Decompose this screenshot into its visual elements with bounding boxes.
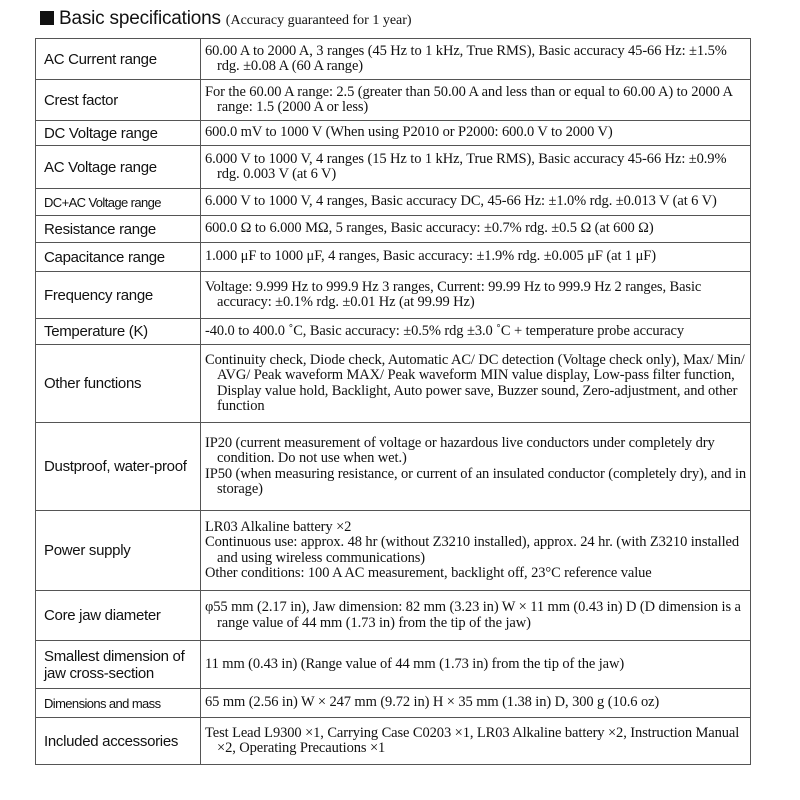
spec-value [201, 189, 751, 216]
spec-value [201, 345, 751, 423]
spec-label: Smallest dimension of jaw cross-section [36, 641, 201, 689]
heading-title: Basic specifications [59, 8, 221, 29]
spec-label: Crest factor [36, 80, 201, 121]
spec-value-line: 600.0 Ω to 6.000 MΩ, 5 ranges, Basic accuracy: ±0.7% rdg. ±0.5 Ω (at 600 Ω) [205, 220, 654, 237]
spec-row-resistance [36, 216, 751, 243]
spec-value [201, 121, 751, 146]
spec-row-crest-factor [36, 80, 751, 121]
spec-value-line: Continuity check, Diode check, Automatic AC/ DC detection (Voltage check only), Max/ Min/ AVG/ Peak waveform MAX/ Peak waveform MIN value display, Low-pass filter function, Display value hold, Backlight, Auto power save, Buzzer sound, Zero-adjustment, and other function [205, 352, 745, 414]
spec-value-line: φ55 mm (2.17 in), Jaw dimension: 82 mm (3.23 in) W × 11 mm (0.43 in) D (D dimension is a range value of 44 mm (1.73 in) from the tip of the jaw) [205, 599, 741, 631]
spec-value-line: 60.00 A to 2000 A, 3 ranges (45 Hz to 1 kHz, True RMS), Basic accuracy 45-66 Hz: ±1.5% rdg. ±0.08 A (60 A range) [205, 42, 727, 74]
spec-value [201, 272, 751, 319]
spec-row-dc-ac-voltage [36, 189, 751, 216]
spec-value [201, 216, 751, 243]
spec-value-line: 600.0 mV to 1000 V (When using P2010 or P2000: 600.0 V to 2000 V) [205, 124, 613, 141]
spec-label: Power supply [36, 511, 201, 591]
spec-label: Resistance range [36, 216, 201, 243]
spec-row-dustproof [36, 423, 751, 511]
spec-value-line: IP20 (current measurement of voltage or hazardous live conductors under completely dry condition. Do not use when wet.) [205, 435, 715, 467]
spec-value-line: Voltage: 9.999 Hz to 999.9 Hz 3 ranges, Current: 99.99 Hz to 999.9 Hz 2 ranges, Basic accuracy: ±0.1% rdg. ±0.01 Hz (at 99.99 Hz) [205, 278, 702, 310]
spec-label: Capacitance range [36, 243, 201, 272]
spec-value-line: 1.000 μF to 1000 μF, 4 ranges, Basic accuracy: ±1.9% rdg. ±0.005 μF (at 1 μF) [205, 248, 656, 265]
spec-row-accessories [36, 718, 751, 765]
spec-value-line: 11 mm (0.43 in) (Range value of 44 mm (1.73 in) from the tip of the jaw) [205, 655, 625, 672]
spec-value-line: -40.0 to 400.0 ˚C, Basic accuracy: ±0.5% rdg ±3.0 ˚C + temperature probe accuracy [205, 322, 685, 339]
spec-label: Dustproof, water-proof [36, 423, 201, 511]
spec-value-line: Other conditions: 100 A AC measurement, backlight off, 23°C reference value [205, 564, 652, 581]
spec-value-line: Continuous use: approx. 48 hr (without Z3210 installed), approx. 24 hr. (with Z3210 installed and using wireless communications) [205, 534, 739, 566]
spec-label: Included accessories [36, 718, 201, 765]
spec-label: Dimensions and mass [36, 689, 201, 718]
spec-label: Other functions [36, 345, 201, 423]
spec-value [201, 80, 751, 121]
spec-label: AC Voltage range [36, 146, 201, 189]
spec-row-core-jaw-diameter [36, 591, 751, 641]
spec-value-line: 65 mm (2.56 in) W × 247 mm (9.72 in) H × 35 mm (1.38 in) D, 300 g (10.6 oz) [205, 694, 660, 711]
spec-label: Frequency range [36, 272, 201, 319]
spec-value [201, 146, 751, 189]
spec-row-capacitance [36, 243, 751, 272]
spec-value-line: IP50 (when measuring resistance, or current of an insulated conductor (completely dry), and in storage) [205, 465, 747, 497]
section-heading [40, 8, 412, 34]
spec-value-line: For the 60.00 A range: 2.5 (greater than 50.00 A and less than or equal to 60.00 A) to 2000 A range: 1.5 (2000 A or less) [205, 83, 733, 115]
spec-value [201, 511, 751, 591]
spec-row-frequency [36, 272, 751, 319]
spec-value [201, 243, 751, 272]
spec-row-jaw-cross-section [36, 641, 751, 689]
spec-value [201, 423, 751, 511]
spec-value [201, 319, 751, 345]
spec-value [201, 718, 751, 765]
black-square-bullet-icon [40, 11, 54, 25]
spec-row-dc-voltage [36, 121, 751, 146]
spec-value-line: 6.000 V to 1000 V, 4 ranges, Basic accuracy DC, 45-66 Hz: ±1.0% rdg. ±0.013 V (at 6 V) [205, 193, 717, 210]
spec-label: Core jaw diameter [36, 591, 201, 641]
heading-accuracy-note: (Accuracy guaranteed for 1 year) [225, 13, 412, 28]
spec-value-line: 6.000 V to 1000 V, 4 ranges (15 Hz to 1 kHz, True RMS), Basic accuracy 45-66 Hz: ±0.9% rdg. 0.003 V (at 6 V) [205, 150, 727, 182]
spec-label: Temperature (K) [36, 319, 201, 345]
specifications-table [35, 38, 751, 765]
spec-row-other-functions [36, 345, 751, 423]
spec-value [201, 641, 751, 689]
spec-value [201, 689, 751, 718]
spec-value-line: Test Lead L9300 ×1, Carrying Case C0203 ×1, LR03 Alkaline battery ×2, Instruction Manual ×2, Operating Precautions ×1 [205, 724, 740, 756]
spec-label: DC Voltage range [36, 121, 201, 146]
spec-row-ac-voltage [36, 146, 751, 189]
spec-value [201, 591, 751, 641]
spec-row-dimensions-mass [36, 689, 751, 718]
spec-value [201, 39, 751, 80]
spec-label: DC+AC Voltage range [36, 189, 201, 216]
spec-row-power-supply [36, 511, 751, 591]
spec-row-temperature [36, 319, 751, 345]
spec-row-ac-current [36, 39, 751, 80]
spec-value-line: LR03 Alkaline battery ×2 [205, 519, 352, 536]
spec-label: AC Current range [36, 39, 201, 80]
